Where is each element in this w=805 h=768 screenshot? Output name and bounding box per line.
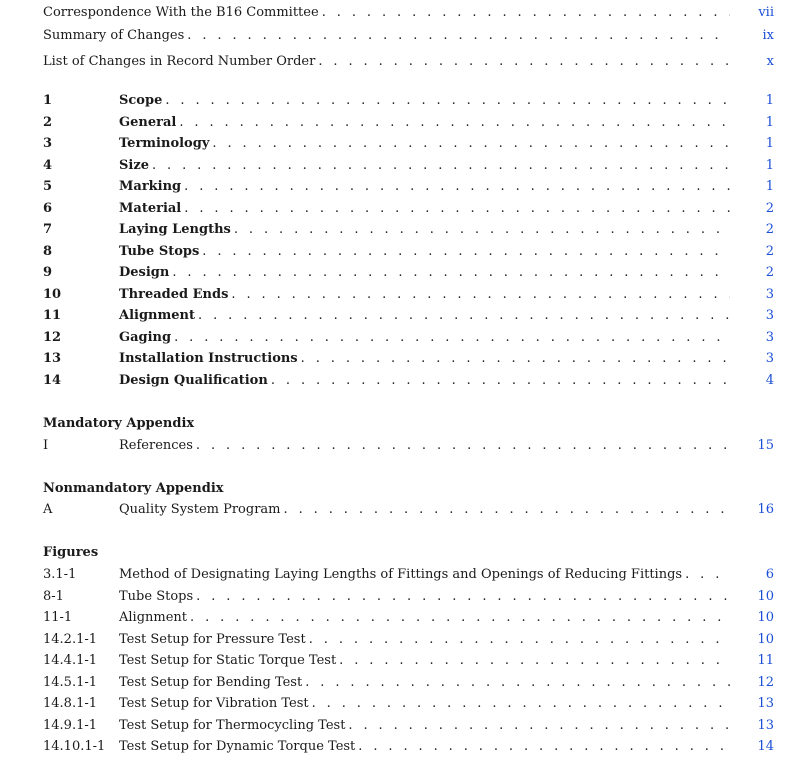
dot-leader xyxy=(212,133,730,154)
toc-page-link[interactable]: vii xyxy=(758,5,774,20)
toc-page-link[interactable]: 1 xyxy=(765,115,774,130)
dot-leader xyxy=(312,693,730,714)
dot-leader xyxy=(174,327,730,348)
section-title: Gaging xyxy=(119,327,174,348)
toc-figure-entry[interactable] xyxy=(43,564,774,585)
dot-leader xyxy=(348,715,730,736)
figure-title: Test Setup for Bending Test xyxy=(119,672,305,693)
section-title: Installation Instructions xyxy=(119,348,301,369)
dot-leader xyxy=(198,305,730,326)
appendix-number: I xyxy=(43,438,49,453)
section-number: 1 xyxy=(43,93,53,108)
toc-page-link[interactable]: 3 xyxy=(765,330,774,345)
dot-leader xyxy=(165,90,730,111)
toc-figure-entry[interactable] xyxy=(43,607,774,628)
figure-number: 14.8.1-1 xyxy=(43,696,98,711)
section-number: 7 xyxy=(43,222,53,237)
section-number: 2 xyxy=(43,115,53,130)
toc-section-entry[interactable] xyxy=(43,112,774,133)
toc-entry-correspondence[interactable] xyxy=(43,2,774,23)
toc-appendix-entry[interactable] xyxy=(43,435,774,456)
section-title: Tube Stops xyxy=(119,241,202,262)
toc-page-link[interactable]: 1 xyxy=(765,136,774,151)
figure-number: 14.4.1-1 xyxy=(43,653,98,668)
toc-section-entry[interactable] xyxy=(43,262,774,283)
section-title: Laying Lengths xyxy=(119,219,234,240)
toc-section-entry[interactable] xyxy=(43,348,774,369)
toc-section-entry[interactable] xyxy=(43,90,774,111)
appendix-title: Quality System Program xyxy=(119,499,284,520)
dot-leader xyxy=(196,586,730,607)
figure-number: 8-1 xyxy=(43,589,64,604)
toc-page-link[interactable]: 3 xyxy=(765,287,774,302)
toc-page-link[interactable]: 1 xyxy=(765,158,774,173)
dot-leader xyxy=(152,155,730,176)
toc-section-entry[interactable] xyxy=(43,284,774,305)
section-number: 10 xyxy=(43,287,62,302)
section-title: General xyxy=(119,112,179,133)
toc-section-entry[interactable] xyxy=(43,133,774,154)
figure-title: Test Setup for Pressure Test xyxy=(119,629,309,650)
section-number: 3 xyxy=(43,136,53,151)
toc-page-link[interactable]: 2 xyxy=(765,201,774,216)
dot-leader xyxy=(184,176,730,197)
appendix-title: References xyxy=(119,435,196,456)
figure-title: Test Setup for Vibration Test xyxy=(119,693,312,714)
toc-page-link[interactable]: 4 xyxy=(765,373,774,388)
toc-section-entry[interactable] xyxy=(43,155,774,176)
toc-page-link[interactable]: 16 xyxy=(757,502,774,517)
dot-leader xyxy=(322,2,730,23)
section-title: Marking xyxy=(119,176,184,197)
figure-number: 11-1 xyxy=(43,610,73,625)
section-title: Size xyxy=(119,155,152,176)
toc-page-link[interactable]: 2 xyxy=(765,265,774,280)
toc-page-link[interactable]: 2 xyxy=(765,244,774,259)
toc-entry-summary-of-changes[interactable] xyxy=(43,25,774,46)
section-number: 14 xyxy=(43,373,62,388)
figures-heading: Figures xyxy=(43,545,99,560)
toc-section-entry[interactable] xyxy=(43,305,774,326)
section-title: Design Qualification xyxy=(119,370,271,391)
toc-entry-title: Correspondence With the B16 Committee xyxy=(43,2,322,23)
dot-leader xyxy=(271,370,730,391)
toc-figure-entry[interactable] xyxy=(43,629,774,650)
toc-section-entry[interactable] xyxy=(43,370,774,391)
section-number: 12 xyxy=(43,330,62,345)
toc-section-entry[interactable] xyxy=(43,241,774,262)
section-number: 5 xyxy=(43,179,53,194)
dot-leader xyxy=(231,284,730,305)
dot-leader xyxy=(305,672,730,693)
dot-leader xyxy=(301,348,730,369)
toc-page-link[interactable]: 10 xyxy=(757,610,774,625)
toc-entry-title: Summary of Changes xyxy=(43,25,187,46)
toc-section-entry[interactable] xyxy=(43,198,774,219)
toc-page-link[interactable]: ix xyxy=(762,28,774,43)
figure-title: Test Setup for Dynamic Torque Test xyxy=(119,736,358,757)
section-title: Terminology xyxy=(119,133,212,154)
toc-page-link[interactable]: 10 xyxy=(757,589,774,604)
section-title: Design xyxy=(119,262,172,283)
section-number: 4 xyxy=(43,158,53,173)
toc-entry-title: List of Changes in Record Number Order xyxy=(43,51,318,72)
dot-leader xyxy=(339,650,730,671)
dot-leader xyxy=(318,51,730,72)
dot-leader xyxy=(685,564,730,585)
toc-figure-entry[interactable] xyxy=(43,693,774,714)
figure-number: 14.5.1-1 xyxy=(43,675,98,690)
figure-number: 3.1-1 xyxy=(43,567,77,582)
toc-page-link[interactable]: 3 xyxy=(765,351,774,366)
figure-title: Tube Stops xyxy=(119,586,196,607)
toc-figure-entry[interactable] xyxy=(43,736,774,757)
toc-page-link[interactable]: 3 xyxy=(765,308,774,323)
toc-page-link[interactable]: 13 xyxy=(757,718,774,733)
section-number: 11 xyxy=(43,308,62,323)
figure-number: 14.2.1-1 xyxy=(43,632,98,647)
dot-leader xyxy=(196,435,730,456)
section-title: Alignment xyxy=(119,305,198,326)
section-title: Material xyxy=(119,198,184,219)
figure-number: 14.9.1-1 xyxy=(43,718,98,733)
section-title: Scope xyxy=(119,90,165,111)
section-title: Threaded Ends xyxy=(119,284,231,305)
dot-leader xyxy=(202,241,730,262)
toc-figure-entry[interactable] xyxy=(43,586,774,607)
dot-leader xyxy=(184,198,730,219)
toc-figure-entry[interactable] xyxy=(43,650,774,671)
toc-page-link[interactable]: 11 xyxy=(757,653,774,668)
toc-page-link[interactable]: 2 xyxy=(765,222,774,237)
toc-page-link[interactable]: 10 xyxy=(757,632,774,647)
toc-page-link[interactable]: 6 xyxy=(765,567,774,582)
toc-figure-entry[interactable] xyxy=(43,672,774,693)
figure-title: Test Setup for Thermocycling Test xyxy=(119,715,348,736)
nonmandatory-appendix-heading: Nonmandatory Appendix xyxy=(43,481,224,496)
toc-section-entry[interactable] xyxy=(43,219,774,240)
dot-leader xyxy=(309,629,730,650)
figure-title: Method of Designating Laying Lengths of Fittings and Openings of Reducing Fittings xyxy=(119,564,685,585)
toc-page-link[interactable]: 13 xyxy=(757,696,774,711)
toc-page-link[interactable]: 14 xyxy=(757,739,774,754)
toc-page-link[interactable]: 1 xyxy=(765,179,774,194)
toc-appendix-entry[interactable] xyxy=(43,499,774,520)
dot-leader xyxy=(358,736,730,757)
figure-number: 14.10.1-1 xyxy=(43,739,106,754)
section-number: 6 xyxy=(43,201,53,216)
toc-figure-entry[interactable] xyxy=(43,715,774,736)
figure-title: Test Setup for Static Torque Test xyxy=(119,650,339,671)
toc-page-link[interactable]: 12 xyxy=(757,675,774,690)
dot-leader xyxy=(187,25,730,46)
section-number: 8 xyxy=(43,244,53,259)
toc-page-link[interactable]: 1 xyxy=(765,93,774,108)
toc-page-link[interactable]: 15 xyxy=(757,438,774,453)
figure-title: Alignment xyxy=(119,607,190,628)
dot-leader xyxy=(172,262,730,283)
section-number: 9 xyxy=(43,265,53,280)
dot-leader xyxy=(190,607,730,628)
mandatory-appendix-heading: Mandatory Appendix xyxy=(43,416,195,431)
toc-page-link[interactable]: x xyxy=(766,54,774,69)
toc-section-entry[interactable] xyxy=(43,327,774,348)
dot-leader xyxy=(284,499,731,520)
dot-leader xyxy=(179,112,730,133)
dot-leader xyxy=(234,219,730,240)
toc-entry-list-of-changes[interactable] xyxy=(43,51,774,72)
appendix-number: A xyxy=(43,502,53,517)
toc-section-entry[interactable] xyxy=(43,176,774,197)
section-number: 13 xyxy=(43,351,62,366)
